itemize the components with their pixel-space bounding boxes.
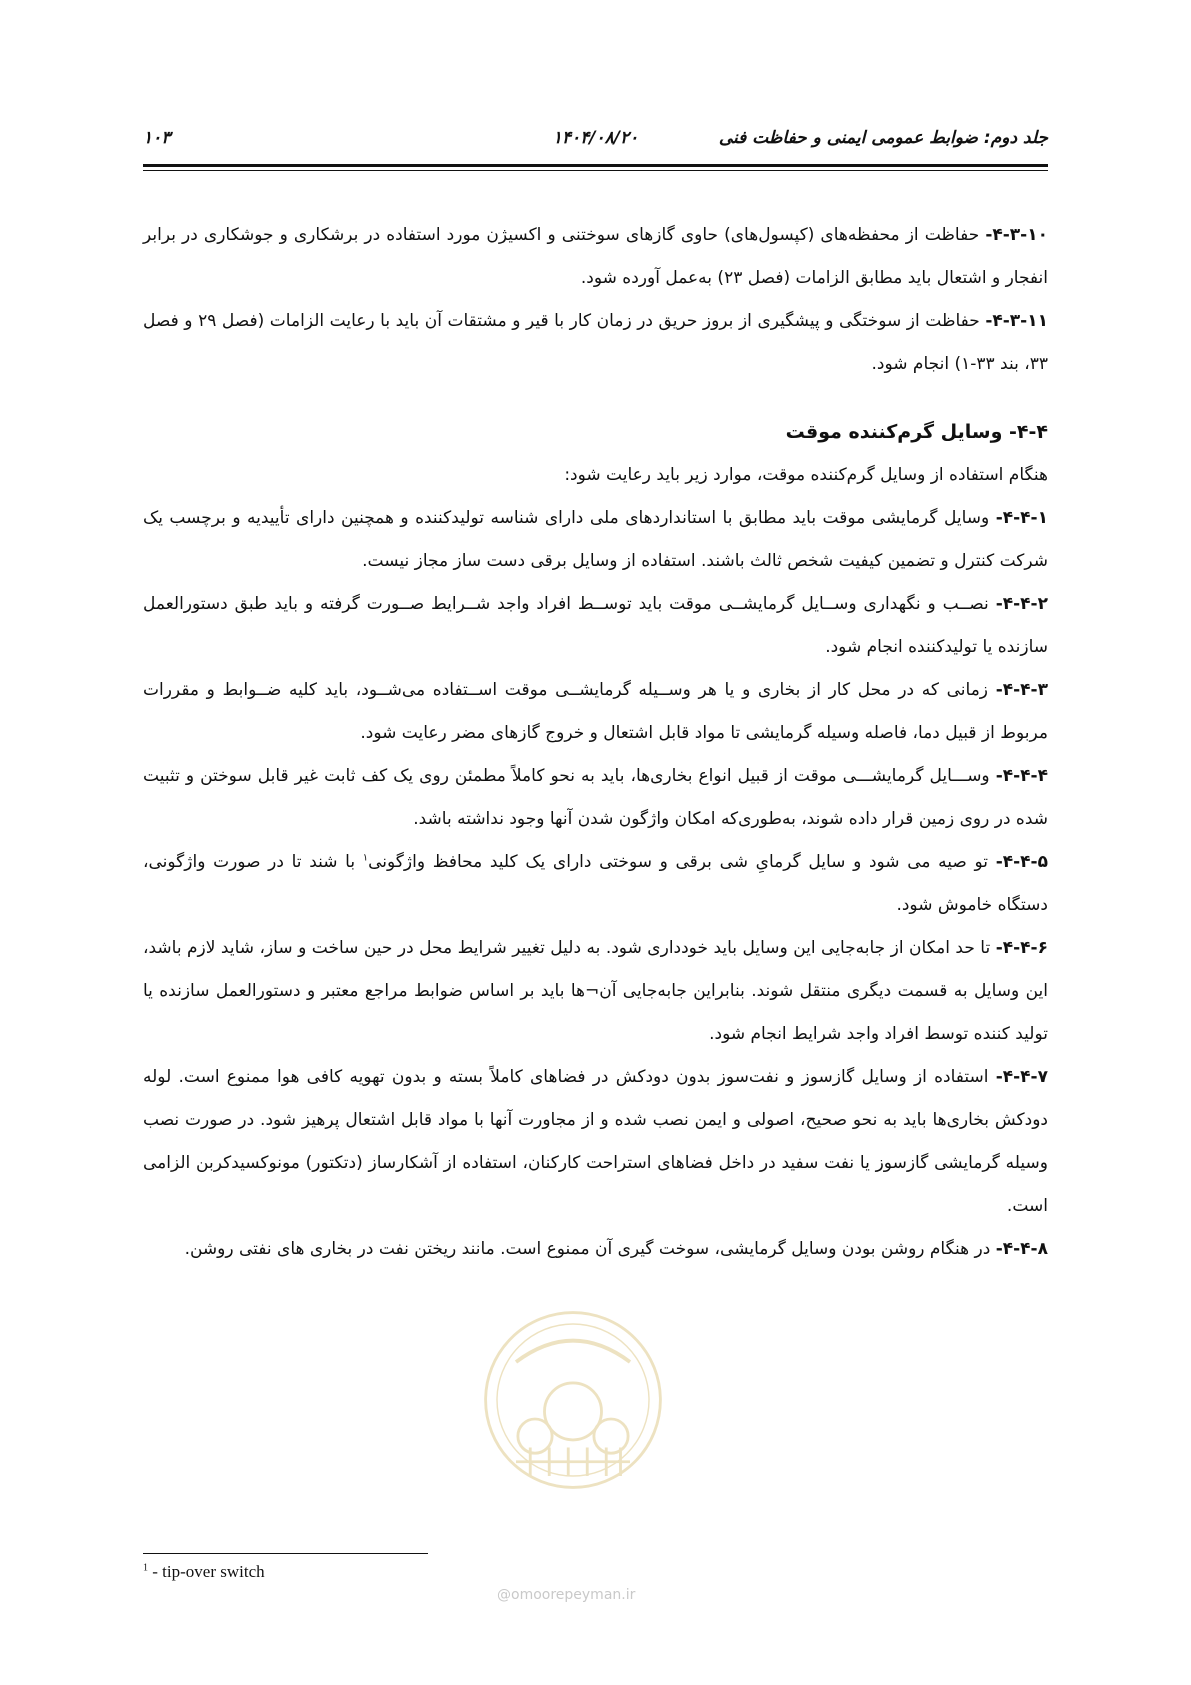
clause-number: ۴-۴-۸- bbox=[995, 1239, 1048, 1259]
clause-4-4-6 bbox=[143, 927, 1048, 1056]
clause-number: ۴-۴-۱- bbox=[995, 508, 1048, 528]
clause-4-4-8 bbox=[143, 1228, 1048, 1271]
watermark-url: @omoorepeyman.ir bbox=[497, 1587, 636, 1603]
clause-number: ۴-۳-۱۱- bbox=[985, 311, 1048, 331]
clause-number: ۴-۳-۱۰- bbox=[985, 225, 1048, 245]
footnote-separator bbox=[143, 1553, 428, 1554]
footnote-mark: 1 bbox=[143, 1562, 148, 1574]
clause-number: ۴-۴-۷- bbox=[995, 1067, 1048, 1087]
footnote bbox=[143, 1562, 265, 1582]
clause-text: در هنگام روشن بودن وسایل گرمایشی، سوخت گیری آن ممنوع است. مانند ریختن نفت در بخاری های نفتی روشن. bbox=[184, 1239, 996, 1259]
clause-text: حفاظت از سوختگی و پیشگیری از بروز حریق در زمان کار با قیر و مشتقات آن باید با رعایت الزامات (فصل ۲۹ و فصل ۳۳، بند ۳۳-۱) انجام شود. bbox=[143, 311, 1048, 374]
clause-text: وســـایل گرمایشـــی موقت از قبیل انواع بخاری‌ها، باید به نحو کاملاً مطمئن روی یک کف ثابت غیر قابل سوختن و تثبیت شده در روی زمین قرار داده شوند، به‌طوری‌که امکان واژگون شدن آنها وجود نداشته باشد. bbox=[143, 766, 1048, 829]
header-rule-thick bbox=[143, 164, 1048, 167]
clause-number: ۴-۴-۴- bbox=[995, 766, 1048, 786]
clause-text: نصــب و نگهداری وســایل گرمایشــی موقت باید توســط افراد واجد شــرایط صــورت گرفته و باید طبق دستورالعمل سازنده یا تولیدکننده انجام شود. bbox=[143, 594, 1048, 657]
clause-number: ۴-۴-۲- bbox=[995, 594, 1048, 614]
footnote-text: - tip-over switch bbox=[148, 1562, 265, 1581]
clause-text: استفاده از وسایل گازسوز و نفت‌سوز بدون دودکش در فضاهای کاملاً بسته و بدون تهویه کافی هوا ممنوع است. لوله دودکش بخاری‌ها باید به نحو صحیح، اصولی و ایمن نصب شده و از مجاورت آنها با مواد قابل اشتعال پرهیز شود. در صورت نصب وسیله گرمایشی گازسوز یا نفت سفید در داخل فضاهای استراحت کارکنان، استفاده از آشکارساز (دتکتور) مونوکسیدکربن الزامی است. bbox=[143, 1067, 1048, 1216]
paragraph-4-3-11 bbox=[143, 300, 1048, 386]
section-intro: هنگام استفاده از وسایل گرم‌کننده موقت، موارد زیر باید رعایت شود: bbox=[564, 465, 1048, 485]
clause-text: وسایل گرمایشی موقت باید مطابق با استانداردهای ملی دارای شناسه تولیدکننده و همچنین دارای تأییدیه و برچسب یک شرکت کنترل و تضمین کیفیت شخص ثالث باشند. استفاده از وسایل برقی دست ساز مجاز نیست. bbox=[143, 508, 1048, 571]
clause-number: ۴-۴-۵- bbox=[995, 852, 1048, 872]
header-rule-thin bbox=[143, 170, 1048, 171]
watermark-logo-icon bbox=[478, 1305, 668, 1495]
clause-text: تو صیه می شود و سایل گرمایِ شی برقی و سوختی دارای یک کلید محافظ واژگونی bbox=[368, 852, 996, 872]
footnote-reference[interactable]: ۱ bbox=[362, 852, 369, 864]
header-title: جلد دوم: ضوابط عمومی ایمنی و حفاظت فنی bbox=[718, 128, 1048, 148]
clause-4-4-3 bbox=[143, 669, 1048, 755]
clause-text: زمانی که در محل کار از بخاری و یا هر وســیله گرمایشــی موقت اســتفاده می‌شــود، باید کلیه ضــوابط و مقررات مربوط از قبیل دما، فاصله وسیله گرمایشی تا مواد قابل اشتعال و خروج گازهای مضر رعایت شود. bbox=[143, 680, 1048, 743]
clause-4-4-1 bbox=[143, 497, 1048, 583]
header-date: ۱۴۰۴/۰۸/۲۰ bbox=[552, 128, 639, 148]
section-heading: ۴-۴- وسایل گرم‌کننده موقت bbox=[785, 421, 1048, 443]
paragraph-4-3-10 bbox=[143, 214, 1048, 300]
running-header bbox=[143, 128, 1048, 158]
clause-4-4-4 bbox=[143, 755, 1048, 841]
clause-4-4-2 bbox=[143, 583, 1048, 669]
body-text bbox=[143, 214, 1048, 1271]
clause-number: ۴-۴-۳- bbox=[995, 680, 1048, 700]
clause-4-4-7 bbox=[143, 1056, 1048, 1228]
clause-text: تا حد امکان از جابه‌جایی این وسایل باید خودداری شود. به دلیل تغییر شرایط محل در حین ساخت و ساز، شاید لازم باشد، این وسایل به قسمت دیگری منتقل شوند. بنابراین جابه‌جایی آن¬ها باید بر اساس ضوابط مراجع معتبر و دستورالعمل سازنده یا تولید کننده توسط افراد واجد شرایط انجام شود. bbox=[143, 938, 1048, 1044]
clause-text-continued: با شند تا در صورت واژگونی، دستگاه خاموش شود. bbox=[143, 852, 1048, 915]
clause-text: حفاظت از محفظه‌های (کپسول‌های) حاوی گازهای سوختنی و اکسیژن مورد استفاده در برشکاری و جوشکاری در برابر انفجار و اشتعال باید مطابق الزامات (فصل ۲۳) به‌عمل آورده شود. bbox=[143, 225, 1048, 288]
clause-4-4-5 bbox=[143, 841, 1048, 927]
clause-number: ۴-۴-۶- bbox=[995, 938, 1048, 958]
page-number: ۱۰۳ bbox=[143, 128, 171, 148]
